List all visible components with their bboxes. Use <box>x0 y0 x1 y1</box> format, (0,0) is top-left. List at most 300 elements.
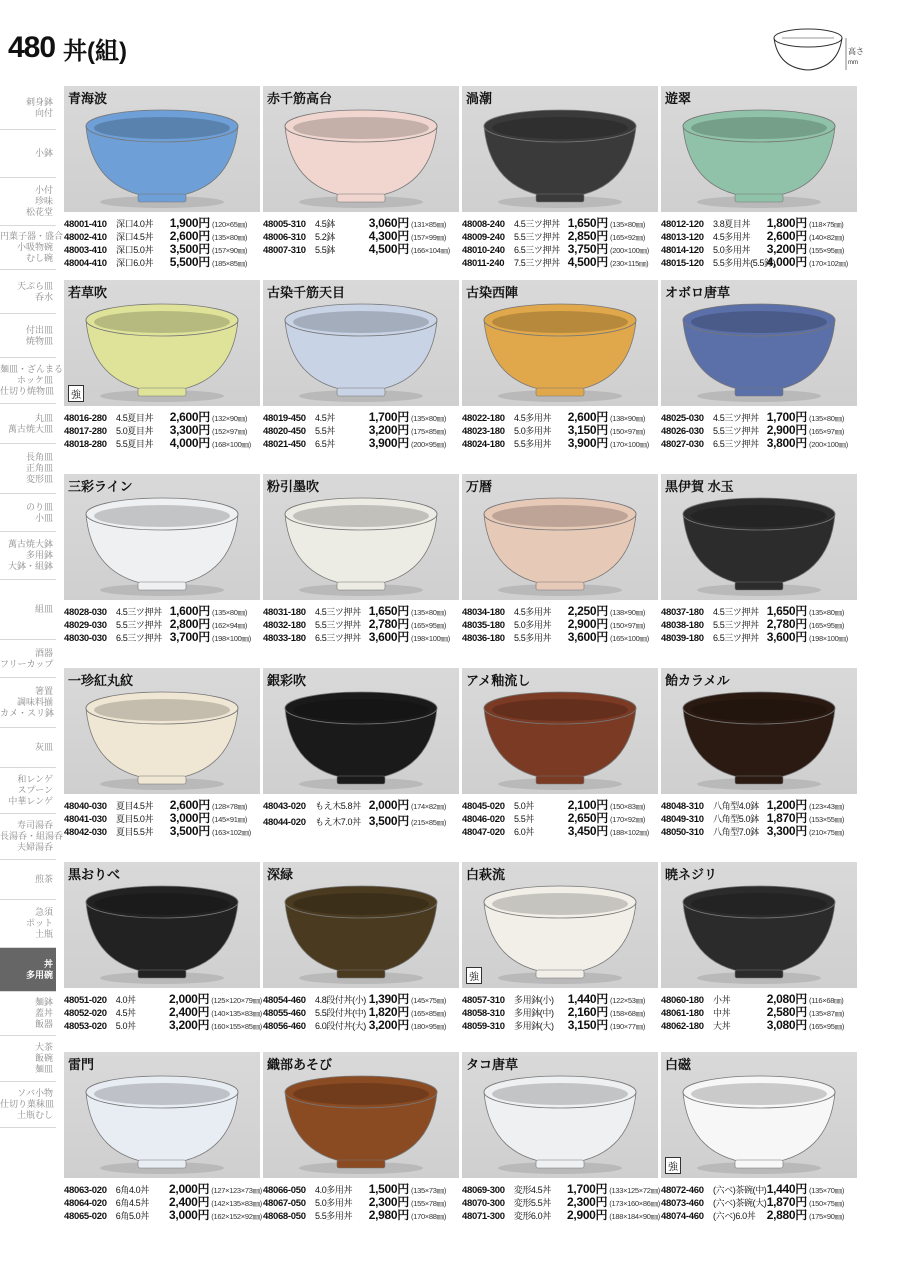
product-price-list <box>462 408 660 450</box>
product-title: 黒おりべ <box>68 867 121 882</box>
item-price: 2,900円 <box>567 617 608 631</box>
sidebar-item-label: 灰皿 <box>34 742 53 752</box>
product-title: オボロ唐草 <box>665 285 731 300</box>
product-title: 古染千筋天目 <box>267 285 346 300</box>
price-row <box>462 1180 660 1196</box>
price-row <box>661 1180 859 1196</box>
item-code: 48059-310 <box>462 1021 505 1032</box>
item-size: (165×100㎜) <box>610 634 649 643</box>
item-size: (210×75㎜) <box>809 828 845 837</box>
sidebar-item[interactable] <box>0 768 56 814</box>
sidebar-item-label: 刺身鉢 <box>25 96 53 107</box>
item-price: 2,080円 <box>766 992 807 1006</box>
sidebar-item-label: 円菓子器・盛合 <box>0 231 64 241</box>
sidebar-item-label: 飯碗 <box>34 1053 53 1063</box>
product-photo <box>462 280 658 406</box>
item-name: 5.5丼 <box>315 426 335 436</box>
item-price: 1,700円 <box>368 410 409 424</box>
product-title: 渦潮 <box>466 91 493 106</box>
product-price-list <box>661 602 859 644</box>
item-size: (185×85㎜) <box>212 259 248 268</box>
item-size: (157×90㎜) <box>212 246 248 255</box>
product-photo <box>64 668 260 794</box>
item-code: 48056-460 <box>263 1021 306 1032</box>
sidebar-item-label: 正角皿 <box>25 463 53 473</box>
item-size: (160×155×85㎜) <box>211 1022 262 1031</box>
product-photo <box>263 1052 459 1178</box>
item-price: 2,300円 <box>567 1195 608 1209</box>
item-price: 2,900円 <box>567 1208 608 1222</box>
item-size: (120×65㎜) <box>212 220 248 229</box>
item-name: 4.5三ツ押丼 <box>116 607 162 617</box>
item-name: 6.5丼 <box>315 439 335 449</box>
item-price: 2,580円 <box>766 1005 807 1019</box>
item-size: (153×55㎜) <box>809 815 845 824</box>
item-name: 4.0多用丼 <box>315 1185 353 1195</box>
item-size: (200×100㎜) <box>610 246 649 255</box>
item-price: 1,820円 <box>368 1005 409 1019</box>
sidebar-item-label: むし碗 <box>25 253 53 263</box>
item-size: (215×85㎜) <box>411 818 447 827</box>
product-title: 若草吹 <box>68 285 108 300</box>
item-code: 48043-020 <box>263 801 306 812</box>
item-price: 1,700円 <box>567 1182 608 1196</box>
item-name: 5.0多用丼 <box>713 245 751 255</box>
item-size: (116×68㎜) <box>809 996 844 1005</box>
item-code: 48028-030 <box>64 607 107 618</box>
item-code: 48027-030 <box>661 439 704 450</box>
product-title: 織部あそび <box>267 1057 333 1072</box>
item-size: (155×95㎜) <box>809 246 845 255</box>
item-price: 3,450円 <box>567 824 608 838</box>
item-size: (122×53㎜) <box>610 996 646 1005</box>
product-photo <box>462 862 658 988</box>
item-size: (230×115㎜) <box>610 259 649 268</box>
item-size: (200×95㎜) <box>411 440 447 449</box>
item-code: 48045-020 <box>462 801 505 812</box>
sidebar-item-label: 麺鉢 <box>34 997 53 1007</box>
item-code: 48019-450 <box>263 413 306 424</box>
item-name: (六ベ)6.0丼 <box>713 1211 756 1221</box>
item-size: (135×80㎜) <box>809 608 845 617</box>
sidebar-item-label: 煎茶 <box>34 874 53 884</box>
item-size: (188×102㎜) <box>610 828 649 837</box>
item-code: 48016-280 <box>64 413 107 424</box>
item-size: (165×92㎜) <box>610 233 646 242</box>
price-row <box>64 796 262 812</box>
item-size: (174×82㎜) <box>411 802 447 811</box>
item-price: 2,160円 <box>567 1005 608 1019</box>
product-price-list <box>263 214 461 256</box>
item-name: 4.5多用丼 <box>514 413 552 423</box>
product-title: 万暦 <box>466 479 493 494</box>
item-code: 48001-410 <box>64 219 107 230</box>
item-code: 48035-180 <box>462 620 505 631</box>
item-price: 5,500円 <box>169 255 210 269</box>
item-code: 48008-240 <box>462 219 505 230</box>
item-name: 7.5三ツ押丼 <box>514 258 560 268</box>
item-price: 1,800円 <box>766 216 807 230</box>
item-code: 48054-460 <box>263 995 306 1006</box>
item-code: 48007-310 <box>263 245 306 256</box>
item-size: (163×102㎜) <box>212 828 251 837</box>
product-price-list <box>64 990 262 1032</box>
item-name: 八角型7.0鉢 <box>713 827 759 837</box>
sidebar-item-label: 多用鉢 <box>25 550 53 560</box>
sidebar-item-label: 仕切り菓秣皿 <box>0 1099 55 1109</box>
product-price-list <box>64 602 262 644</box>
product-title: 銀彩吹 <box>267 673 307 688</box>
item-name: 5.2鉢 <box>315 232 335 242</box>
sidebar-item[interactable] <box>0 404 56 444</box>
price-row <box>263 214 461 230</box>
sidebar-item[interactable] <box>0 1082 56 1128</box>
sidebar-item-label: 向付 <box>34 107 53 118</box>
item-size: (198×100㎜) <box>212 634 251 643</box>
bowl-dimension-diagram <box>768 24 878 76</box>
product-price-list <box>263 1180 461 1222</box>
item-code: 48053-020 <box>64 1021 107 1032</box>
item-size: (198×100㎜) <box>809 634 848 643</box>
item-size: (135×80㎜) <box>610 220 646 229</box>
item-name: 6.0丼 <box>514 827 534 837</box>
item-price: 2,300円 <box>368 1195 409 1209</box>
item-code: 48030-030 <box>64 633 107 644</box>
product-photo <box>64 86 260 212</box>
item-name: 変形5.5丼 <box>513 1198 551 1208</box>
item-name: 6.5三ツ押丼 <box>713 439 759 449</box>
item-price: 4,000円 <box>169 436 210 450</box>
item-name: 大丼 <box>713 1021 731 1031</box>
item-code: 48051-020 <box>64 995 107 1006</box>
item-code: 48048-310 <box>661 801 704 812</box>
product-photo <box>462 668 658 794</box>
price-row <box>661 990 859 1006</box>
item-code: 48025-030 <box>661 413 704 424</box>
sidebar-item[interactable] <box>0 640 56 678</box>
item-name: 4.5三ツ押丼 <box>315 607 361 617</box>
price-row <box>263 990 461 1006</box>
product-title: 深緑 <box>267 867 294 882</box>
price-row <box>64 408 262 424</box>
item-name: 5.5丼 <box>514 814 534 824</box>
price-row <box>462 602 660 618</box>
product-title: 飴カラメル <box>665 673 730 688</box>
item-name: 5.5三ツ押丼 <box>713 426 759 436</box>
strength-badge: 強 <box>665 1157 681 1174</box>
item-name: 5.0丼 <box>115 1021 136 1031</box>
price-row <box>64 602 262 618</box>
item-size: (175×90㎜) <box>809 1212 845 1221</box>
item-size: (150×97㎜) <box>610 427 646 436</box>
item-name: 八角型5.0鉢 <box>713 814 759 824</box>
sidebar-item[interactable] <box>0 992 56 1036</box>
item-size: (135×80㎜) <box>212 608 248 617</box>
item-code: 48014-120 <box>661 245 704 256</box>
item-size: (152×97㎜) <box>212 427 248 436</box>
item-price: 3,200円 <box>766 242 807 256</box>
item-name: 5.0多用丼 <box>514 620 552 630</box>
item-code: 48023-180 <box>462 426 505 437</box>
product-price-list <box>64 214 262 269</box>
price-row <box>661 796 859 812</box>
product-price-list <box>263 408 461 450</box>
item-price: 2,600円 <box>766 229 807 243</box>
product-title: 青海波 <box>68 91 108 106</box>
item-price: 3,900円 <box>368 436 409 450</box>
price-row <box>263 408 461 424</box>
item-price: 2,000円 <box>169 1182 210 1196</box>
item-code: 48033-180 <box>263 633 306 644</box>
sidebar-item-label: 長湯呑・組湯呑 <box>0 831 64 841</box>
item-name: 深口4.5丼 <box>116 232 154 242</box>
item-name: 5.5多用丼 <box>514 633 552 643</box>
item-price: 2,000円 <box>169 992 210 1006</box>
strength-badge: 強 <box>466 967 482 984</box>
item-code: 48058-310 <box>462 1008 505 1019</box>
item-code: 48009-240 <box>462 232 505 243</box>
item-size: (168×100㎜) <box>212 440 251 449</box>
product-photo <box>263 668 459 794</box>
product-photo <box>263 86 459 212</box>
item-name: 6.0段付丼(大) <box>315 1021 366 1031</box>
item-size: (166×104㎜) <box>411 246 450 255</box>
item-size: (150×83㎜) <box>610 802 646 811</box>
sidebar-item-label: 小鉢 <box>34 148 53 158</box>
item-name: 多用鉢(小) <box>514 995 554 1005</box>
product-photo <box>661 862 857 988</box>
sidebar-item[interactable] <box>0 494 56 532</box>
sidebar-item[interactable] <box>0 314 56 358</box>
price-row <box>462 408 660 424</box>
item-code: 48067-050 <box>263 1198 306 1209</box>
item-code: 48055-460 <box>263 1008 306 1019</box>
product-title: 三彩ライン <box>68 479 133 494</box>
item-size: (131×85㎜) <box>411 220 447 229</box>
item-code: 48064-020 <box>64 1198 107 1209</box>
sidebar-item[interactable] <box>0 900 56 948</box>
item-price: 3,000円 <box>169 1208 210 1222</box>
price-row <box>462 214 660 230</box>
sidebar-item[interactable] <box>0 580 56 640</box>
product-photo <box>64 862 260 988</box>
product-price-list <box>263 602 461 644</box>
sidebar-item[interactable] <box>0 270 56 314</box>
item-price: 3,000円 <box>169 811 210 825</box>
item-code: 48006-310 <box>263 232 306 243</box>
strength-badge: 強 <box>68 385 84 402</box>
sidebar-item[interactable] <box>0 948 56 992</box>
sidebar-item[interactable] <box>0 226 64 270</box>
item-size: (138×90㎜) <box>610 608 646 617</box>
item-size: (158×68㎜) <box>610 1009 646 1018</box>
product-title: 黒伊賀 水玉 <box>665 479 734 494</box>
sidebar-item-label: フリーカップ <box>0 658 54 669</box>
item-price: 2,600円 <box>567 410 608 424</box>
item-code: 48062-180 <box>661 1021 704 1032</box>
item-price: 4,300円 <box>368 229 409 243</box>
product-price-list <box>661 990 859 1032</box>
product-price-list <box>462 796 660 838</box>
product-price-list <box>462 214 660 269</box>
price-row <box>661 602 859 618</box>
item-code: 48036-180 <box>462 633 505 644</box>
item-price: 2,880円 <box>766 1208 807 1222</box>
item-code: 48063-020 <box>64 1185 107 1196</box>
item-price: 2,900円 <box>766 423 807 437</box>
item-size: (173×160×86㎜) <box>609 1199 660 1208</box>
sidebar-item-label: カメ・スリ鉢 <box>0 708 55 718</box>
item-price: 3,080円 <box>766 1018 807 1032</box>
product-photo <box>661 86 857 212</box>
item-price: 1,500円 <box>368 1182 409 1196</box>
item-size: (128×78㎜) <box>212 802 248 811</box>
item-price: 2,400円 <box>169 1005 210 1019</box>
sidebar-item[interactable] <box>0 860 56 900</box>
item-code: 48022-180 <box>462 413 505 424</box>
sidebar-item-label: 組皿 <box>34 604 53 614</box>
item-code: 48018-280 <box>64 439 107 450</box>
sidebar-item-label: ポット <box>25 918 53 928</box>
item-code: 48044-020 <box>263 817 306 828</box>
item-size: (200×100㎜) <box>809 440 848 449</box>
item-size: (142×135×83㎜) <box>211 1199 262 1208</box>
item-price: 3,600円 <box>766 630 807 644</box>
sidebar-item-label: 蓋丼 <box>34 1008 53 1018</box>
item-size: (150×75㎜) <box>809 1199 845 1208</box>
product-title: 暁ネジリ <box>665 867 718 882</box>
price-row <box>64 990 262 1006</box>
sidebar-item[interactable] <box>0 678 56 728</box>
sidebar-item[interactable] <box>0 814 64 860</box>
product-price-list <box>263 990 461 1032</box>
item-name: 5.5三ツ押丼 <box>315 620 361 630</box>
item-code: 48071-300 <box>462 1211 505 1222</box>
item-price: 3,200円 <box>368 1018 409 1032</box>
item-size: (165×95㎜) <box>411 621 447 630</box>
sidebar-item-label: 仕切り焼物皿 <box>0 386 55 396</box>
price-row <box>462 990 660 1006</box>
item-code: 48057-310 <box>462 995 505 1006</box>
item-price: 3,500円 <box>368 814 409 828</box>
product-title: 白磁 <box>665 1057 692 1072</box>
item-name: 5.0丼 <box>514 801 534 811</box>
item-code: 48050-310 <box>661 827 704 838</box>
sidebar-item-label: 萬古焼大鉢 <box>7 539 53 549</box>
sidebar-item-label: 小皿 <box>34 512 53 523</box>
sidebar-item[interactable] <box>0 86 56 130</box>
diagram-height-label: 高さ <box>848 47 864 56</box>
product-photo <box>661 668 857 794</box>
item-size: (145×75㎜) <box>411 996 447 1005</box>
item-size: (180×95㎜) <box>411 1022 447 1031</box>
sidebar-item-label: 丸皿 <box>34 412 53 423</box>
item-name: 中丼 <box>713 1008 731 1018</box>
sidebar-item[interactable] <box>0 444 56 494</box>
item-code: 48015-120 <box>661 258 704 269</box>
item-size: (188×184×90㎜) <box>609 1212 660 1221</box>
sidebar-item-label: 土瓶 <box>34 929 53 939</box>
sidebar-item-label: スプーン <box>17 785 53 795</box>
item-price: 3,750円 <box>567 242 608 256</box>
item-size: (198×100㎜) <box>411 634 450 643</box>
item-name: 5.5多用丼 <box>315 1211 353 1221</box>
item-code: 48042-030 <box>64 827 107 838</box>
sidebar-item[interactable] <box>0 1036 56 1082</box>
sidebar-item[interactable] <box>0 532 56 580</box>
sidebar-item[interactable] <box>0 358 64 404</box>
item-size: (138×90㎜) <box>610 414 646 423</box>
item-code: 48005-310 <box>263 219 306 230</box>
sidebar-item-label: 珍味 <box>34 196 53 206</box>
sidebar-item-label: 長角皿 <box>25 452 53 462</box>
sidebar-item-label: 土瓶むし <box>16 1110 53 1120</box>
item-name: もえ木7.0丼 <box>315 817 361 827</box>
item-price: 3,500円 <box>169 824 210 838</box>
item-code: 48049-310 <box>661 814 704 825</box>
item-name: 5.5多用丼 <box>514 439 552 449</box>
item-size: (170×88㎜) <box>411 1212 447 1221</box>
sidebar-item-label: 呑水 <box>34 291 53 302</box>
item-name: 5.5多用丼(5.5鉢) <box>713 258 776 268</box>
item-size: (135×87㎜) <box>809 1009 845 1018</box>
price-row <box>263 812 461 828</box>
item-code: 48041-030 <box>64 814 107 825</box>
item-code: 48024-180 <box>462 439 505 450</box>
item-name: 4.5多用丼 <box>514 607 552 617</box>
price-row <box>263 796 461 812</box>
item-code: 48052-020 <box>64 1008 107 1019</box>
sidebar-item-label: 大鉢・組鉢 <box>7 561 53 571</box>
item-size: (125×120×79㎜) <box>211 996 262 1005</box>
sidebar-item[interactable] <box>0 178 56 226</box>
product-price-list <box>64 1180 262 1222</box>
item-code: 48037-180 <box>661 607 704 618</box>
sidebar-item[interactable] <box>0 130 56 178</box>
item-code: 48034-180 <box>462 607 505 618</box>
item-price: 1,440円 <box>567 992 608 1006</box>
item-name: 4.5夏目丼 <box>116 413 154 423</box>
item-name: 深口4.0丼 <box>116 219 154 229</box>
product-title: 一珍紅丸紋 <box>68 673 134 688</box>
item-size: (140×82㎜) <box>809 233 845 242</box>
item-size: (145×91㎜) <box>212 815 248 824</box>
item-code: 48074-460 <box>661 1211 704 1222</box>
item-size: (135×70㎜) <box>809 1186 845 1195</box>
item-size: (123×43㎜) <box>809 802 845 811</box>
item-code: 48002-410 <box>64 232 107 243</box>
item-code: 48040-030 <box>64 801 107 812</box>
sidebar-item-label: 中華レンゲ <box>8 796 53 806</box>
sidebar-item[interactable] <box>0 728 56 768</box>
item-size: (118×75㎜) <box>809 220 844 229</box>
item-name: 4.5三ツ押丼 <box>713 413 759 423</box>
page-category: 丼(組) <box>63 37 128 65</box>
item-name: もえ木5.8丼 <box>315 801 361 811</box>
product-price-list <box>661 214 859 269</box>
diagram-unit: mm <box>848 60 858 66</box>
item-name: 6.5三ツ押丼 <box>116 633 162 643</box>
product-title: タコ唐草 <box>466 1057 519 1072</box>
item-price: 2,780円 <box>368 617 409 631</box>
item-name: 6角4.5丼 <box>115 1198 149 1208</box>
item-name: 5.5三ツ押丼 <box>514 232 560 242</box>
item-price: 1,650円 <box>567 216 608 230</box>
item-name: 変形6.0丼 <box>513 1211 551 1221</box>
product-price-list <box>462 602 660 644</box>
item-price: 3,150円 <box>567 1018 608 1032</box>
price-row <box>263 602 461 618</box>
